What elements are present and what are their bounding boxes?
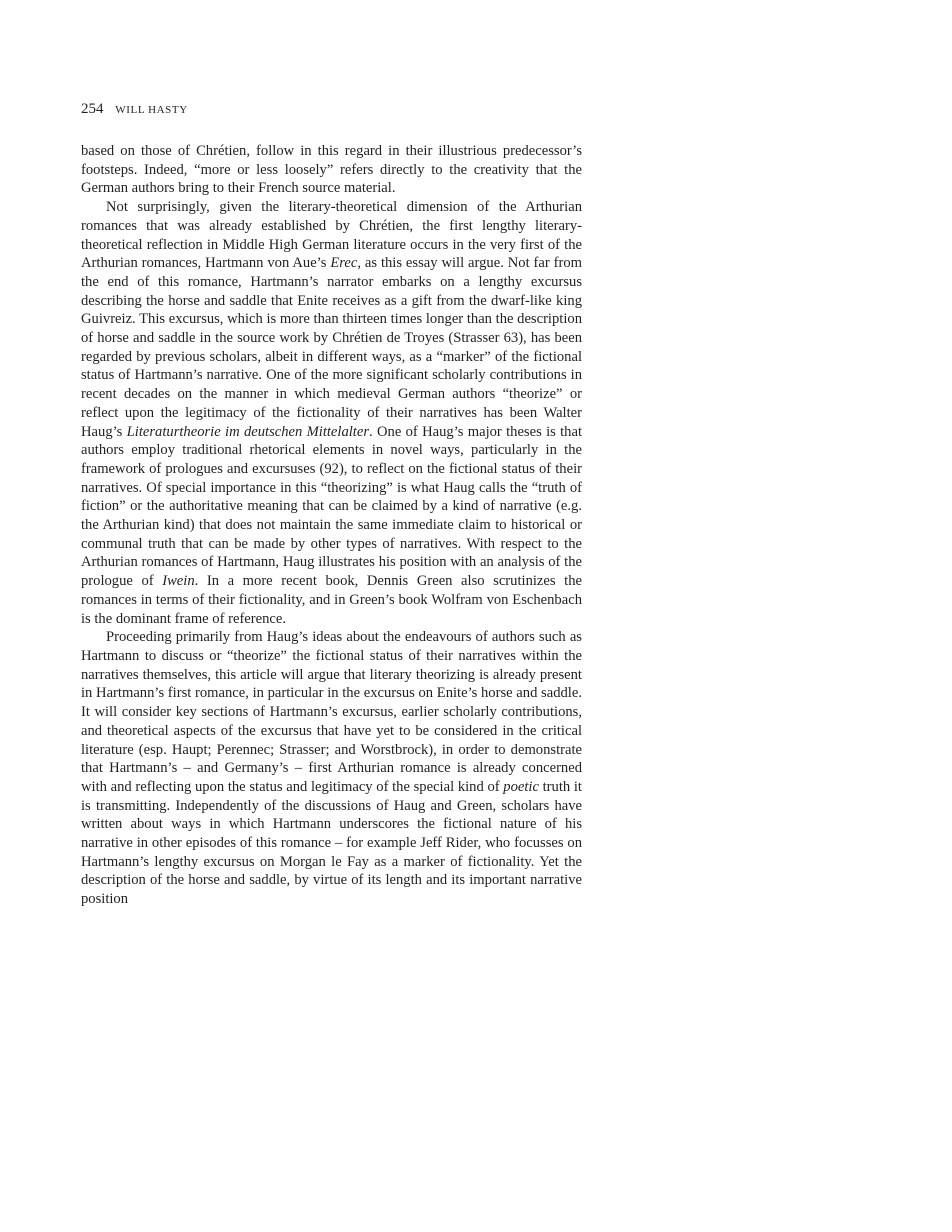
running-head-author: WILL HASTY	[115, 104, 188, 116]
italic-title-text: poetic	[503, 778, 539, 795]
paragraph-text: . In a more recent book, Dennis Green also scrutinizes the romances in terms of their fictionality, and in Green’s book Wolfram von Eschenbach is the dominant frame of reference.	[81, 573, 582, 627]
italic-title-text: Literaturtheorie im deutschen Mittelalter	[126, 423, 370, 440]
body-text	[81, 142, 582, 909]
italic-title-text: Erec	[330, 255, 358, 272]
paragraph-text: , as this essay will argue. Not far from the end of this romance, Hartmann’s narrator embarks on a lengthy excursus describing the horse and saddle that Enite receives as a gift from the dwarf-like king Guivreiz. This excursus, which is more than thirteen times longer than the description of horse and saddle in the source work by Chrétien de Troyes (Strasser 63), has been regarded by previous scholars, albeit in different ways, as a “marker” of the fictional status of Hartmann’s narrative. One of the more significant scholarly contributions in recent decades on the manner in which medieval German authors “theorize” or reflect upon the legitimacy of the fictionality of their narratives has been Walter Haug’s	[81, 255, 583, 440]
book-page	[81, 99, 582, 909]
paragraph-text: Not surprisingly, given the literary-theoretical dimension of the Arthurian romances that was already established by Chrétien, the first lengthy literary-theoretical reflection in Middle High German literature occurs in the very first of the Arthurian romances, Hartmann von Aue’s	[81, 199, 582, 272]
paragraph-1	[81, 142, 582, 198]
running-head	[81, 99, 582, 120]
paragraph-3	[81, 628, 582, 909]
paragraph-text: . One of Haug’s major theses is that authors employ traditional rhetorical elements in novel ways, particularly in the framework of prologues and excursuses (92), to reflect on the fictional status of their narratives. Of special importance in this “theorizing” is what Haug calls the “truth of fiction” or the authoritative meaning that can be claimed by a kind of narrative (e.g. the Arthurian kind) that does not maintain the same immediate claim to historical or communal truth that can be made by other types of narratives. With respect to the Arthurian romances of Hartmann, Haug illustrates his position with an analysis of the prologue of	[81, 423, 583, 590]
paragraph-text: truth it is transmitting. Independently of the discussions of Haug and Green, scholars have written about ways in which Hartmann underscores the fictional nature of his narrative in other episodes of this romance – for example Jeff Rider, who focusses on Hartmann’s lengthy excursus on Morgan le Fay as a marker of fictionality. Yet the description of the horse and saddle, by virtue of its length and its important narrative position	[81, 778, 582, 908]
paragraph-text: Proceeding primarily from Haug’s ideas about the endeavours of authors such as Hartmann to discuss or “theorize” the fictional status of their narratives within the narratives themselves, this article will argue that literary theorizing is already present in Hartmann’s first romance, in particular in the excursus on Enite’s horse and saddle. It will consider key sections of Hartmann’s excursus, earlier scholarly contributions, and theoretical aspects of the excursus that have yet to be considered in the critical literature (esp. Haupt; Perennec; Strasser; and Worstbrock), in order to demonstrate that Hartmann’s – and Germany’s – first Arthurian romance is already concerned with and reflecting upon the status and legitimacy of the special kind of	[81, 629, 582, 795]
italic-title-text: Iwein	[162, 573, 195, 590]
page-number: 254	[81, 101, 104, 117]
paragraph-2	[81, 198, 582, 628]
paragraph-text: based on those of Chrétien, follow in this regard in their illustrious predecessor’s footsteps. Indeed, “more or less loosely” refers directly to the creativity that the German authors bring to their French source material.	[81, 143, 582, 197]
